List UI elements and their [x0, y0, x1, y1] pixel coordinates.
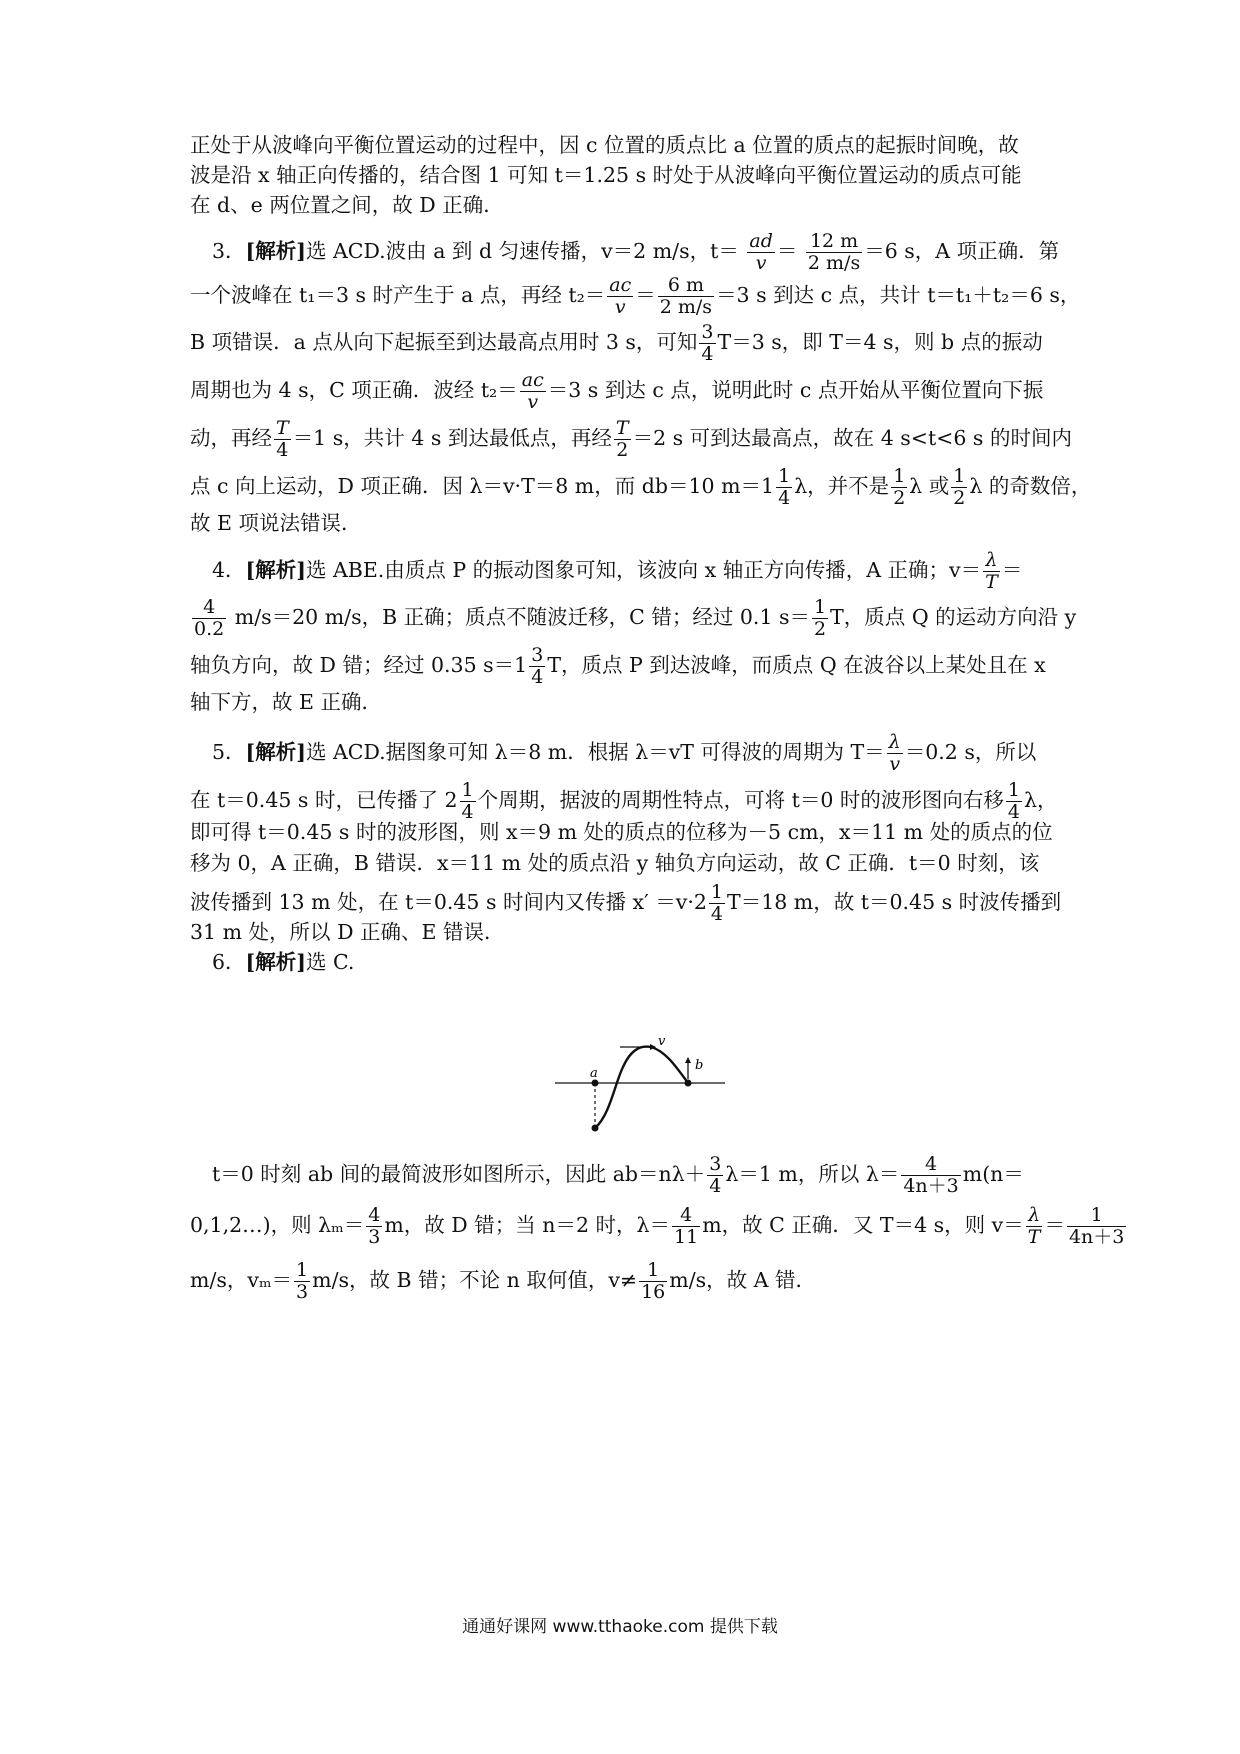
b-arrowhead — [685, 1057, 691, 1063]
answer-5-line-6: 31 m 处，所以 D 正确、E 错误． — [190, 920, 505, 944]
text-line: 波是沿 x 轴正向传播的，结合图 1 可知 t＝1.25 s 时处于从波峰向平衡位置运动的质点可能 — [190, 163, 1022, 187]
wave-curve — [595, 1047, 688, 1128]
label-b: b — [695, 1058, 704, 1073]
analysis-tag: [解析] — [245, 740, 306, 764]
answer-3-line-1: 3．[解析]选 ACD.波由 a 到 d 匀速传播，v＝2 m/s，t＝ $\frac{ad}{v}$ ＝ $\frac{12 m}{2 m/s}$ ＝6 s，A 项正确．第 — [212, 230, 1060, 274]
text-line: 正处于从波峰向平衡位置运动的过程中，因 c 位置的质点比 a 位置的质点的起振时间晚，故 — [190, 133, 1019, 157]
answer-4-line-2: $\frac{4}{0.2}$ m/s＝20 m/s，B 正确；质点不随波迁移，C 错；经过 0.1 s＝ $\frac{1}{2}$ T，质点 Q 的运动方向沿 y — [194, 596, 1077, 640]
answer-3-line-3: B 项错误．a 点从向下起振至到达最高点用时 3 s，可知 $\frac{3}{4}$ T＝3 s，即 T＝4 s，则 b 点的振动 — [190, 321, 1043, 365]
answer-3-line-4: 周期也为 4 s，C 项正确．波经 t₂＝ $\frac{ac}{v}$ ＝3 s 到达 c 点，说明此时 c 点开始从平衡位置向下振 — [190, 369, 1044, 413]
answer-6-line-3: 0,1,2…)，则 λₘ＝ $\frac{4}{3}$ m，故 D 错；当 n＝2 时，λ＝ $\frac{4}{11}$ m，故 C 正确．又 T＝4 s，则 v＝ $\frac{\lambda}{T}$ ＝ $\frac{1}{4n+3}$ — [190, 1204, 1125, 1248]
answer-5-line-3: 即可得 t＝0.45 s 时的波形图，则 x＝9 m 处的质点的位移为－5 cm，x＝11 m 处的质点的位 — [190, 820, 1053, 844]
analysis-tag: [解析] — [245, 239, 306, 263]
answer-3-line-2: 一个波峰在 t₁＝3 s 时产生于 a 点，再经 t₂＝ $\frac{ac}{v}$ ＝ $\frac{6 m}{2 m/s}$ ＝3 s 到达 c 点，共计 t＝t₁＋t₂＝6 s， — [190, 274, 1081, 318]
answer-4-line-1: 4．[解析]选 ABE.由质点 P 的振动图象可知，该波向 x 轴正方向传播，A 正确；v＝ $\frac{\lambda}{T}$ ＝ — [212, 549, 1023, 593]
answer-3-line-5: 动，再经 $\frac{T}{4}$ ＝1 s，共计 4 s 到达最低点，再经 $\frac{T}{2}$ ＝2 s 可到达最高点，故在 4 s<t<6 s 的时间内 — [190, 417, 1072, 461]
text-line: 在 d、e 两位置之间，故 D 正确． — [190, 193, 504, 217]
answer-5-line-4: 移为 0，A 正确，B 错误．x＝11 m 处的质点沿 y 轴负方向运动，故 C 正确．t＝0 时刻，该 — [190, 851, 1040, 875]
wave-diagram — [555, 1035, 735, 1145]
answer-5-line-2: 在 t＝0.45 s 时，已传播了 2 $\frac{1}{4}$ 个周期，据波的周期性特点，可将 t＝0 时的波形图向右移 $\frac{1}{4}$ λ， — [190, 779, 1058, 823]
answer-4-line-4: 轴下方，故 E 正确． — [190, 690, 382, 714]
point-b — [685, 1080, 692, 1087]
analysis-tag: [解析] — [245, 558, 306, 582]
answer-6-line-1: 6．[解析]选 C. — [212, 950, 355, 974]
answer-4-line-3: 轴负方向，故 D 错；经过 0.35 s＝1 $\frac{3}{4}$ T，质点 P 到达波峰，而质点 Q 在波谷以上某处且在 x — [190, 644, 1046, 688]
point-a-low — [592, 1125, 599, 1132]
answer-3-line-7: 故 E 项说法错误． — [190, 511, 362, 535]
answer-5-line-1: 5．[解析]选 ACD.据图象可知 λ＝8 m．根据 λ＝vT 可得波的周期为 T＝ $\frac{\lambda}{v}$ ＝0.2 s，所以 — [212, 731, 1037, 775]
answer-6-line-2: t＝0 时刻 ab 间的最简波形如图所示，因此 ab＝nλ＋ $\frac{3}{4}$ λ＝1 m，所以 λ＝ $\frac{4}{4n+3}$ m(n＝ — [212, 1153, 1024, 1197]
footer-credit: 通通好课网 www.tthaoke.com 提供下载 — [462, 1617, 778, 1637]
label-v: v — [658, 1035, 666, 1049]
answer-5-line-5: 波传播到 13 m 处，在 t＝0.45 s 时间内又传播 x′ ＝v·2 $\frac{1}{4}$ T＝18 m，故 t＝0.45 s 时波传播到 — [190, 881, 1062, 925]
label-a: a — [590, 1066, 598, 1081]
analysis-tag: [解析] — [245, 950, 306, 974]
answer-6-line-4: m/s，vₘ＝ $\frac{1}{3}$ m/s，故 B 错；不论 n 取何值，v≠ $\frac{1}{16}$ m/s，故 A 错． — [190, 1259, 816, 1303]
answer-3-line-6: 点 c 向上运动，D 项正确．因 λ＝v·T＝8 m，而 db＝10 m＝1 $\frac{1}{4}$ λ，并不是 $\frac{1}{2}$ λ 或 $\frac{1}{2}$ λ 的奇数倍， — [190, 465, 1092, 509]
